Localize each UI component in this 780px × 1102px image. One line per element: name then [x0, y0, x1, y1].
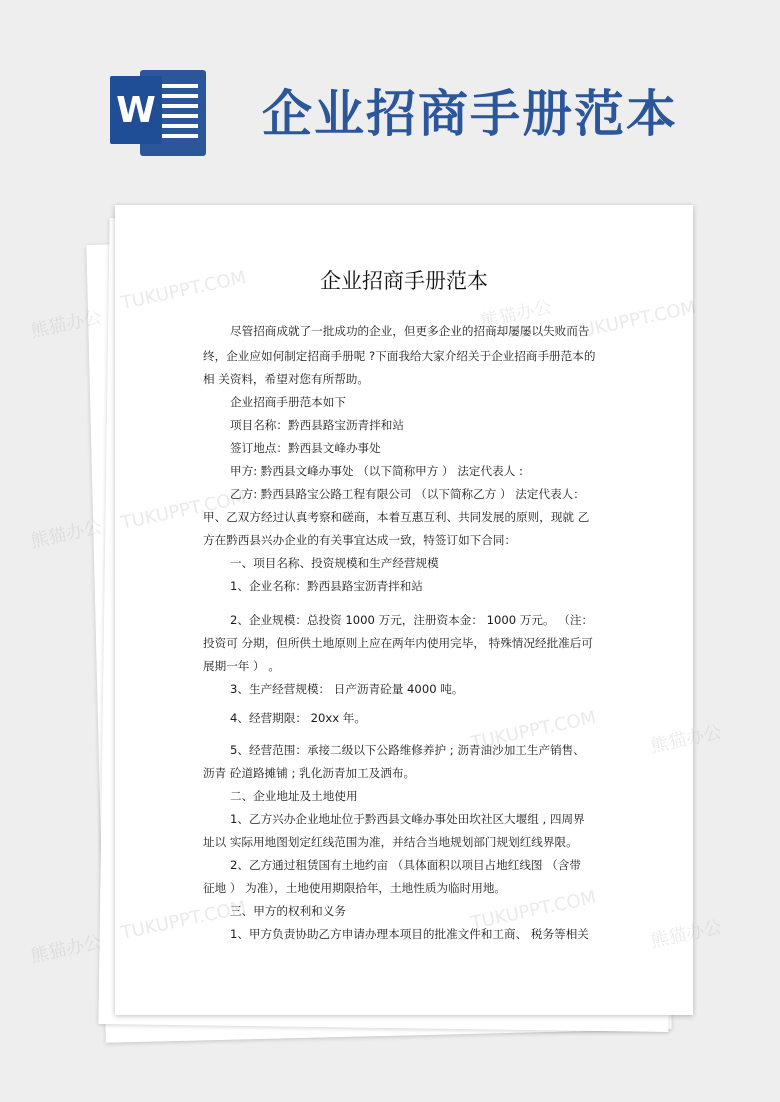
body-line: 尽管招商成就了一批成功的企业，但更多企业的招商却屡屡以失败而告	[230, 324, 590, 338]
body-line: 企业招商手册范本如下	[230, 395, 346, 409]
body-line: 三、甲方的权利和义务	[230, 904, 346, 918]
body-line: 签订地点：黔西县文峰办事处	[230, 441, 381, 455]
body-line: 甲方: 黔西县文峰办事处 （以下简称甲方 ） 法定代表人 :	[230, 464, 523, 478]
watermark-cn: 熊猫办公	[28, 516, 104, 553]
body-line: 一、项目名称、投资规模和生产经营规模	[230, 556, 439, 570]
body-line: 乙方: 黔西县路宝公路工程有限公司 （以下简称乙方 ） 法定代表人：	[230, 487, 585, 501]
body-line: 址以 实际用地图划定红线范围为准，并结合当地规划部门规划红线界限。	[203, 835, 578, 849]
doc-line	[158, 134, 198, 138]
body-line: 投资可 分期，但所供土地原则上应在两年内使用完毕， 特殊情况经批准后可	[203, 636, 593, 650]
body-line: 征地 ） 为准），土地使用期限拾年，土地性质为临时用地。	[203, 881, 507, 895]
body-line: 项目名称：黔西县路宝沥青拌和站	[230, 418, 404, 432]
body-line: 二、企业地址及土地使用	[230, 789, 358, 803]
body-line: 终，企业应如何制定招商手册呢 ?下面我给大家介绍关于企业招商手册范本的	[203, 349, 596, 363]
doc-line	[158, 84, 198, 88]
body-line: 沥青 砼道路摊铺 ; 乳化沥青加工及洒布。	[203, 766, 416, 780]
body-line: 3、生产经营规模： 日产沥青砼量 4000 吨。	[230, 682, 464, 696]
doc-line	[158, 124, 198, 128]
body-line: 1、乙方兴办企业地址位于黔西县文峰办事处田坎社区大堰组 , 四周界	[230, 812, 585, 826]
watermark-cn: 熊猫办公	[28, 306, 104, 343]
document-page	[115, 205, 693, 1015]
body-line: 2、乙方通过租赁国有土地约亩 （具体面积以项目占地红线图 （含带	[230, 858, 581, 872]
body-line: 展期一年 ） 。	[203, 659, 280, 673]
body-line: 相 关资料，希望对您有所帮助。	[203, 372, 369, 386]
body-line: 4、经营期限： 20xx 年。	[230, 711, 366, 725]
word-letter-badge: W	[110, 76, 162, 144]
page-title: 企业招商手册范本	[262, 85, 678, 143]
watermark-cn: 熊猫办公	[28, 931, 104, 968]
doc-line	[158, 104, 198, 108]
body-line: 2、企业规模：总投资 1000 万元，注册资本金： 1000 万元。 （注：	[230, 613, 594, 627]
body-line: 1、企业名称：黔西县路宝沥青拌和站	[230, 579, 423, 593]
doc-line	[158, 94, 198, 98]
body-line: 甲、乙双方经过认真考察和磋商，本着互惠互利、共同发展的原则，现就 乙	[203, 510, 590, 524]
body-line: 方在黔西县兴办企业的有关事宜达成一致，特签订如下合同：	[203, 533, 517, 547]
body-line: 5、经营范围：承接二级以下公路维修养护 ; 沥青油沙加工生产销售、	[230, 743, 585, 757]
document-title: 企业招商手册范本	[320, 269, 488, 293]
doc-line	[158, 114, 198, 118]
body-line: 1、甲方负责协助乙方申请办理本项目的批准文件和工商、 税务等相关	[230, 927, 589, 941]
word-doc-icon	[110, 62, 210, 158]
